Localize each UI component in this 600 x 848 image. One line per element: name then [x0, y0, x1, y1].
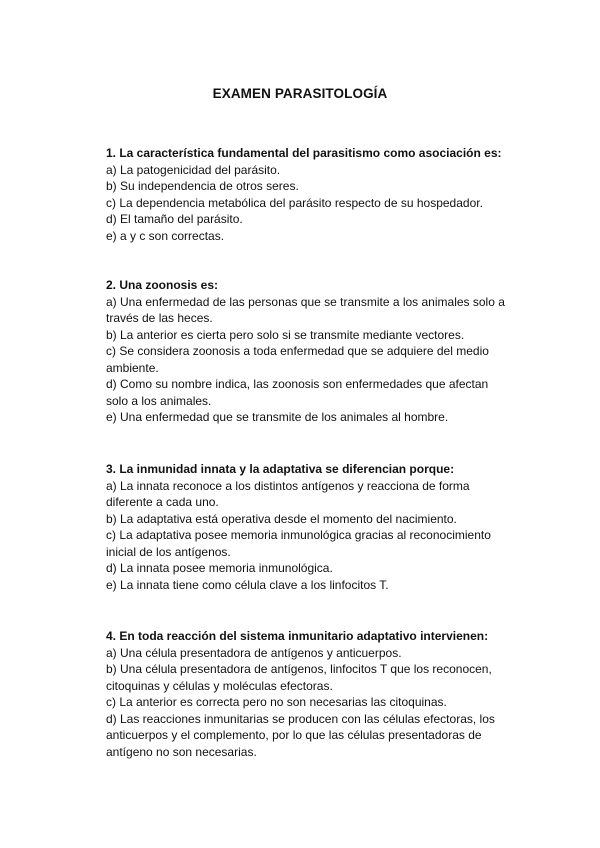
question-heading: 1. La característica fundamental del parasitismo como asociación es: [106, 146, 502, 160]
answer-option: e) a y c son correctas. [106, 228, 225, 243]
question-1 [106, 145, 506, 244]
answer-option: b) La adaptativa está operativa desde el momento del nacimiento. [106, 511, 457, 526]
answer-option: a) La patogenicidad del parásito. [106, 162, 281, 177]
answer-option: e) Una enfermedad que se transmite de los animales al hombre. [106, 410, 449, 424]
answer-option: b) Una célula presentadora de antígenos, linfocitos T que los reconocen, citoquinas y células y moléculas efectoras. [106, 662, 492, 693]
question-4 [106, 628, 506, 760]
answer-option: a) La innata reconoce a los distintos antígenos y reacciona de forma diferente a cada uno. [106, 478, 470, 509]
page-title: EXAMEN PARASITOLOGÍA [212, 86, 388, 101]
answer-option: b) La anterior es cierta pero solo si se transmite mediante vectores. [106, 327, 465, 342]
question-2 [106, 277, 506, 426]
question-heading: 3. La inmunidad innata y la adaptativa se diferencian porque: [106, 462, 455, 476]
answer-option: d) La innata posee memoria inmunológica. [106, 561, 333, 575]
answer-option: e) La innata tiene como célula clave a los linfocitos T. [106, 577, 389, 592]
answer-option: d) Las reacciones inmunitarias se producen con las células efectoras, los anticuerpos y el complemento, por lo que las células presentadoras de antígeno no son necesarias. [106, 711, 495, 759]
answer-option: c) La adaptativa posee memoria inmunológica gracias al reconocimiento inicial de los antígenos. [106, 528, 491, 559]
question-heading: 4. En toda reacción del sistema inmunitario adaptativo intervienen: [106, 629, 489, 643]
answer-option: a) Una enfermedad de las personas que se transmite a los animales solo a través de las heces. [106, 294, 505, 325]
answer-option: d) Como su nombre indica, las zoonosis son enfermedades que afectan solo a los animales. [106, 377, 489, 408]
answer-option: a) Una célula presentadora de antígenos y anticuerpos. [106, 645, 402, 660]
answer-option: c) La anterior es correcta pero no son necesarias las citoquinas. [106, 695, 447, 709]
answer-option: c) Se considera zoonosis a toda enfermedad que se adquiere del medio ambiente. [106, 344, 489, 375]
answer-option: c) La dependencia metabólica del parásito respecto de su hospedador. [106, 195, 483, 210]
answer-option: d) El tamaño del parásito. [106, 212, 243, 226]
answer-option: b) Su independencia de otros seres. [106, 179, 299, 193]
question-heading: 2. Una zoonosis es: [106, 278, 219, 292]
question-3 [106, 461, 506, 593]
